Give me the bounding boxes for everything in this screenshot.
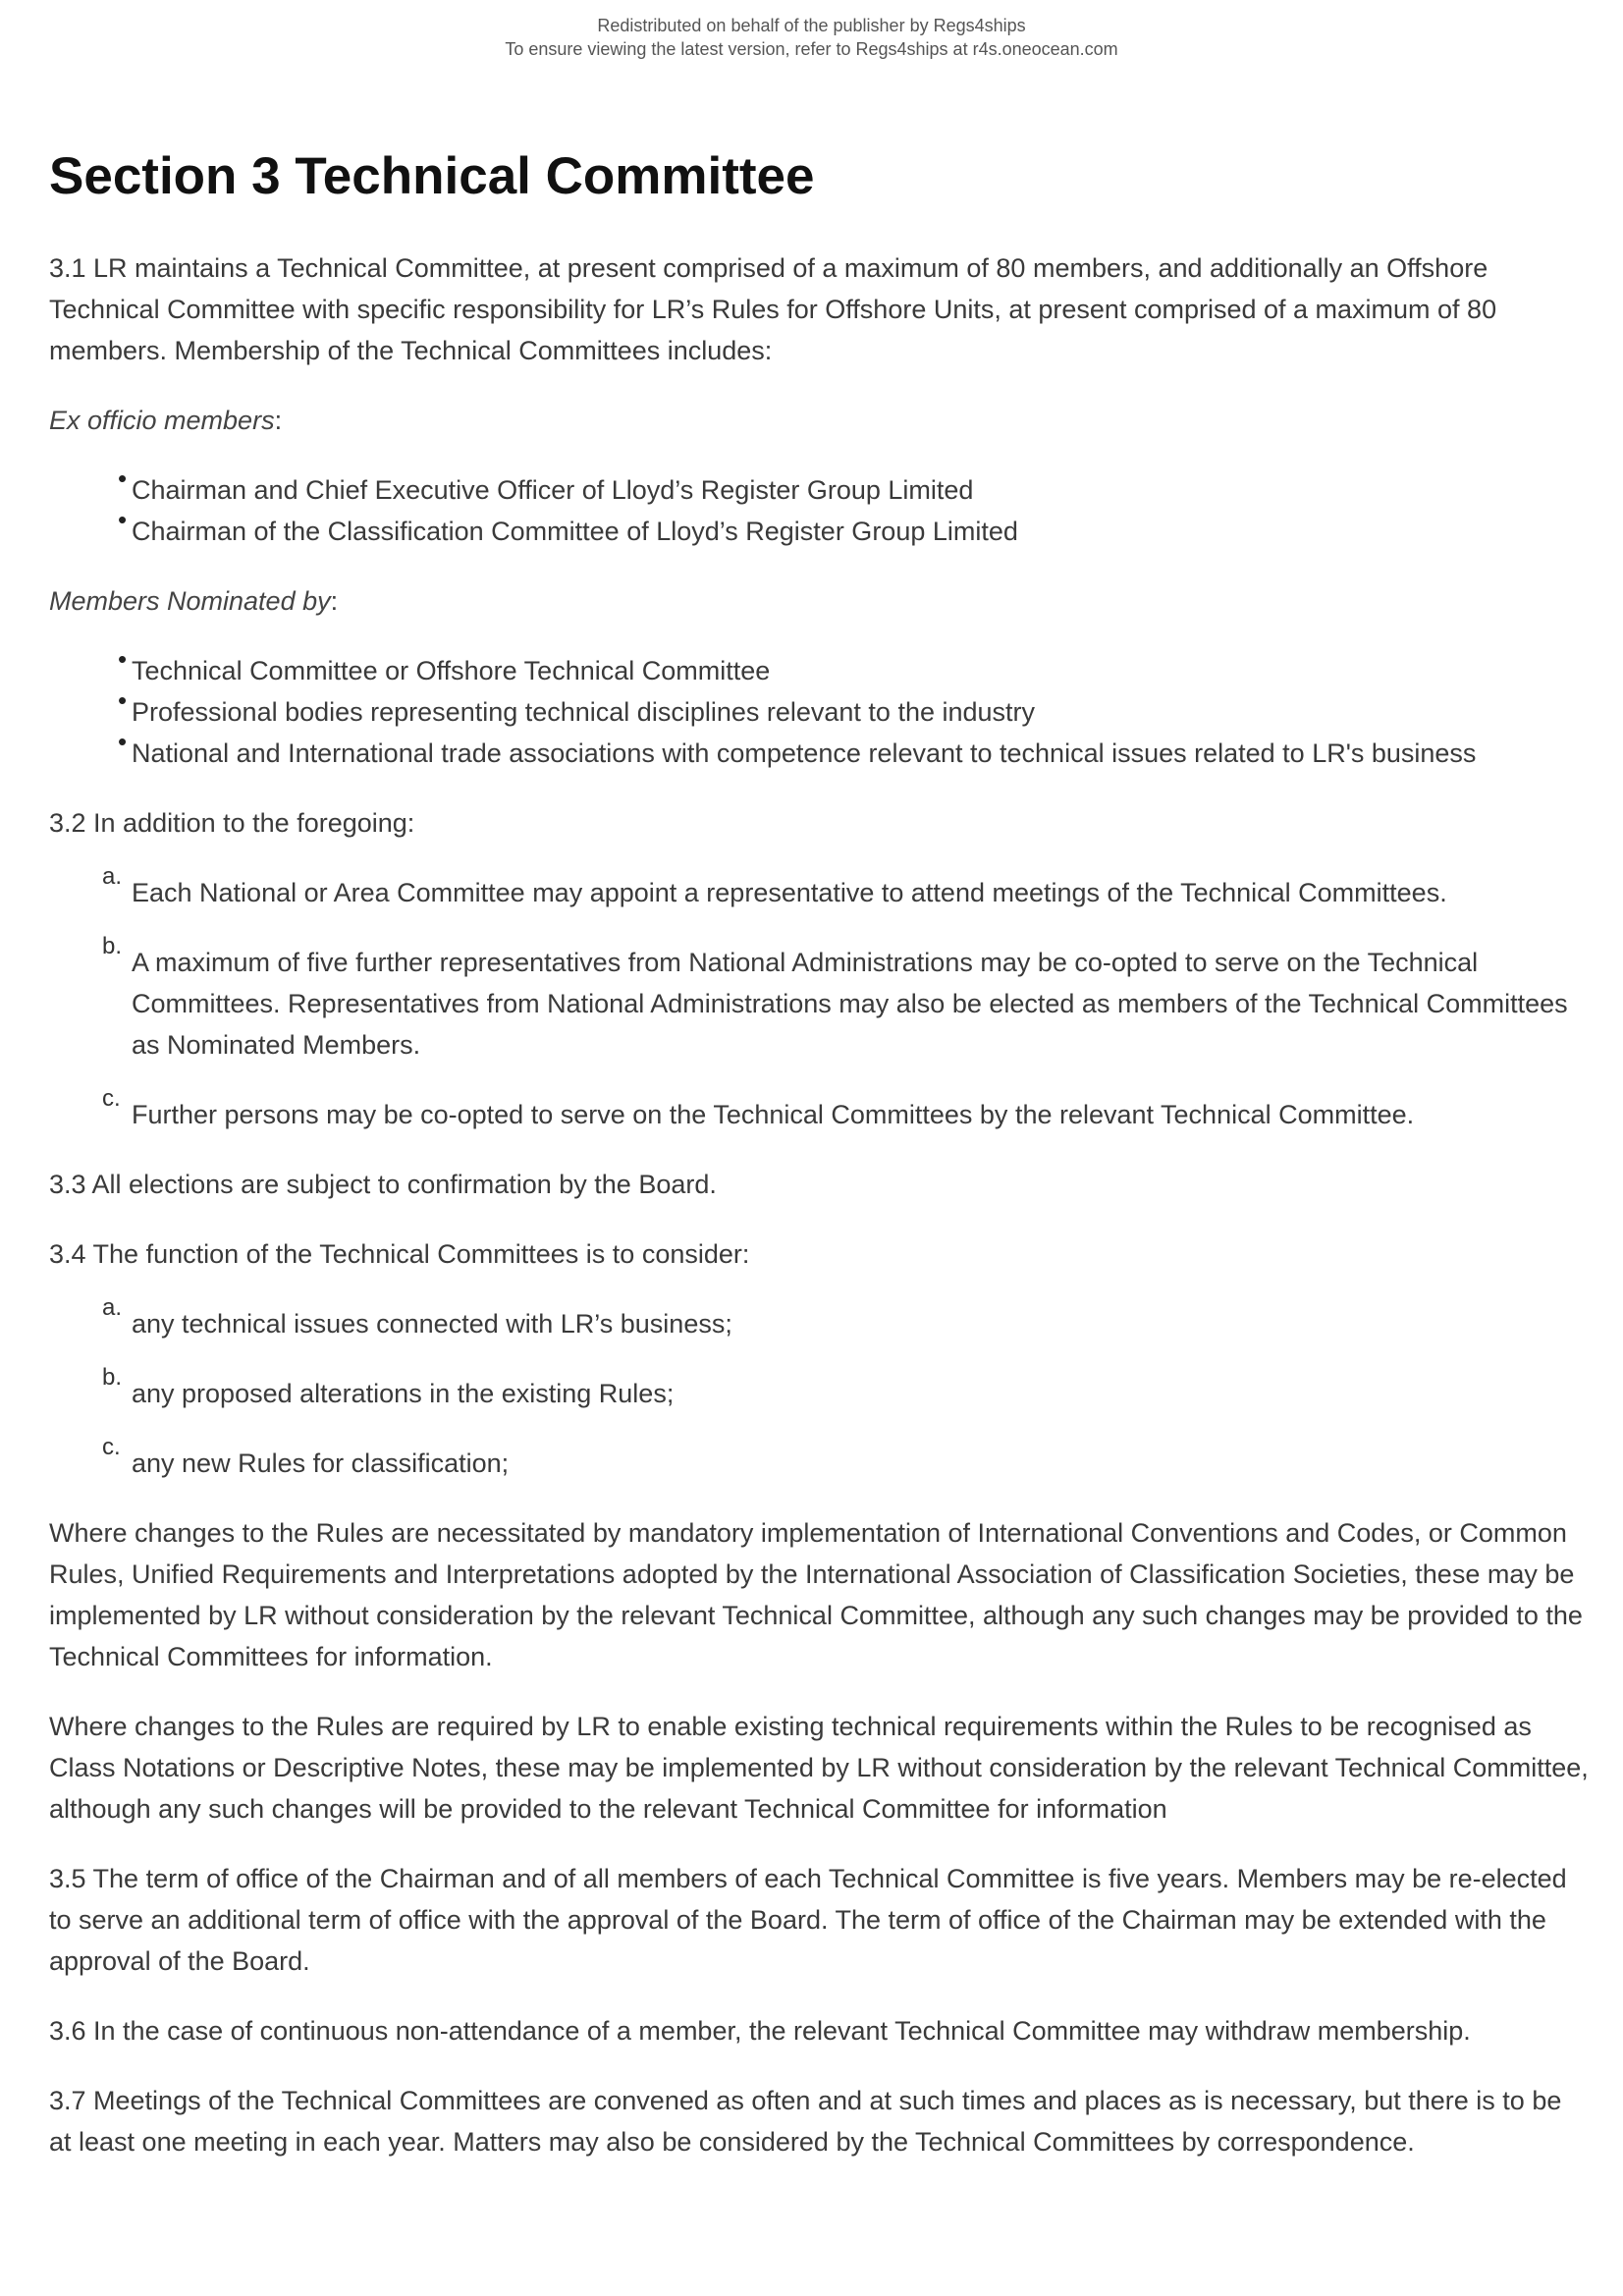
paragraph-3-2: 3.2 In addition to the foregoing: [49, 808, 415, 838]
list-marker: b. [102, 933, 123, 959]
list-item [118, 727, 1591, 774]
document-body [49, 145, 1591, 2191]
list-item-text: any proposed alterations in the existing Rules; [132, 1379, 675, 1408]
list-marker: c. [102, 1085, 121, 1112]
bullet-icon: • [118, 505, 128, 534]
ex-officio-colon: : [274, 406, 283, 435]
bullet-icon: • [118, 685, 128, 715]
bullet-icon: • [118, 464, 128, 493]
list-item-text: Each National or Area Committee may appoint a representative to attend meetings of the Technical Committees. [132, 878, 1447, 907]
paragraph-3-7: 3.7 Meetings of the Technical Committees are convened as often and at such times and places as is necessary, but there is to be at least one meeting in each year. Matters may also be considered by the Technical Committees by correspondence. [49, 2086, 1562, 2157]
list-item [118, 644, 1591, 691]
redistribution-banner [0, 14, 1623, 61]
list-item-text: National and International trade associations with competence relevant to technical issues related to LR's business [132, 738, 1477, 768]
paragraph-3-6: 3.6 In the case of continuous non-attendance of a member, the relevant Technical Committee may withdraw membership. [49, 2016, 1471, 2046]
bullet-icon: • [118, 727, 128, 756]
list-marker: b. [102, 1364, 123, 1391]
list-marker: c. [102, 1434, 121, 1460]
banner-line-2: To ensure viewing the latest version, refer to Regs4ships at r4s.oneocean.com [505, 39, 1118, 59]
ex-officio-heading [49, 400, 1591, 441]
nominated-list [49, 644, 1591, 774]
list-item [118, 464, 1591, 511]
list-item [102, 1294, 1591, 1344]
functions-list [49, 1294, 1591, 1484]
list-item [102, 1434, 1591, 1484]
paragraph-where-notations: Where changes to the Rules are required by LR to enable existing technical requirements within the Rules to be recognised as Class Notations or Descriptive Notes, these may be implemented by LR without consideration by the relevant Technical Committee, although any such changes will be provided to the relevant Technical Committee for information [49, 1712, 1589, 1824]
list-item-text: any technical issues connected with LR’s business; [132, 1309, 732, 1339]
list-item-text: Chairman and Chief Executive Officer of Lloyd’s Register Group Limited [132, 475, 974, 505]
paragraph-3-1: 3.1 LR maintains a Technical Committee, at present comprised of a maximum of 80 members, and additionally an Offshore Technical Committee with specific responsibility for LR’s Rules for Offshore Units, at present comprised of a maximum of 80 members. Membership of the Technical Committees includes: [49, 253, 1497, 365]
paragraph-3-4: 3.4 The function of the Technical Committees is to consider: [49, 1239, 750, 1269]
nominated-heading [49, 580, 1591, 622]
list-marker: a. [102, 1294, 123, 1321]
paragraph-where-conventions: Where changes to the Rules are necessitated by mandatory implementation of International Conventions and Codes, or Common Rules, Unified Requirements and Interpretations adopted by the International Association of Classification Societies, these may be implemented by LR without consideration by the relevant Technical Committee, although any such changes may be provided to the Technical Committees for information. [49, 1518, 1583, 1671]
list-item [102, 1085, 1591, 1135]
list-item [102, 933, 1591, 1066]
ex-officio-list [49, 464, 1591, 552]
list-marker: a. [102, 863, 123, 890]
list-item [118, 505, 1591, 552]
list-item-text: Chairman of the Classification Committee of Lloyd’s Register Group Limited [132, 517, 1018, 546]
nominated-colon: : [330, 586, 339, 616]
paragraph-3-3: 3.3 All elections are subject to confirmation by the Board. [49, 1170, 717, 1199]
list-item [102, 1364, 1591, 1414]
bullet-icon: • [118, 644, 128, 674]
nominated-label: Members Nominated by [49, 586, 331, 616]
list-item-text: Professional bodies representing technical disciplines relevant to the industry [132, 697, 1036, 727]
section-title: Section 3 Technical Committee [49, 147, 815, 205]
list-item-text: Further persons may be co-opted to serve on the Technical Committees by the relevant Technical Committee. [132, 1100, 1415, 1129]
banner-line-1: Redistributed on behalf of the publisher by Regs4ships [597, 16, 1026, 35]
list-item [102, 863, 1591, 913]
paragraph-3-5: 3.5 The term of office of the Chairman and of all members of each Technical Committee is five years. Members may be re-elected to serve an additional term of office with the approval of the Board. The term of office of the Chairman may be extended with the approval of the Board. [49, 1864, 1567, 1976]
list-item-text: Technical Committee or Offshore Technical Committee [132, 656, 771, 685]
list-item [118, 685, 1591, 733]
ex-officio-label: Ex officio members [49, 406, 275, 435]
list-item-text: A maximum of five further representatives from National Administrations may be co-opted to serve on the Technical Committees. Representatives from National Administrations may also be elected as members of the Technical Committees as Nominated Members. [132, 948, 1568, 1060]
additions-list [49, 863, 1591, 1135]
list-item-text: any new Rules for classification; [132, 1449, 510, 1478]
